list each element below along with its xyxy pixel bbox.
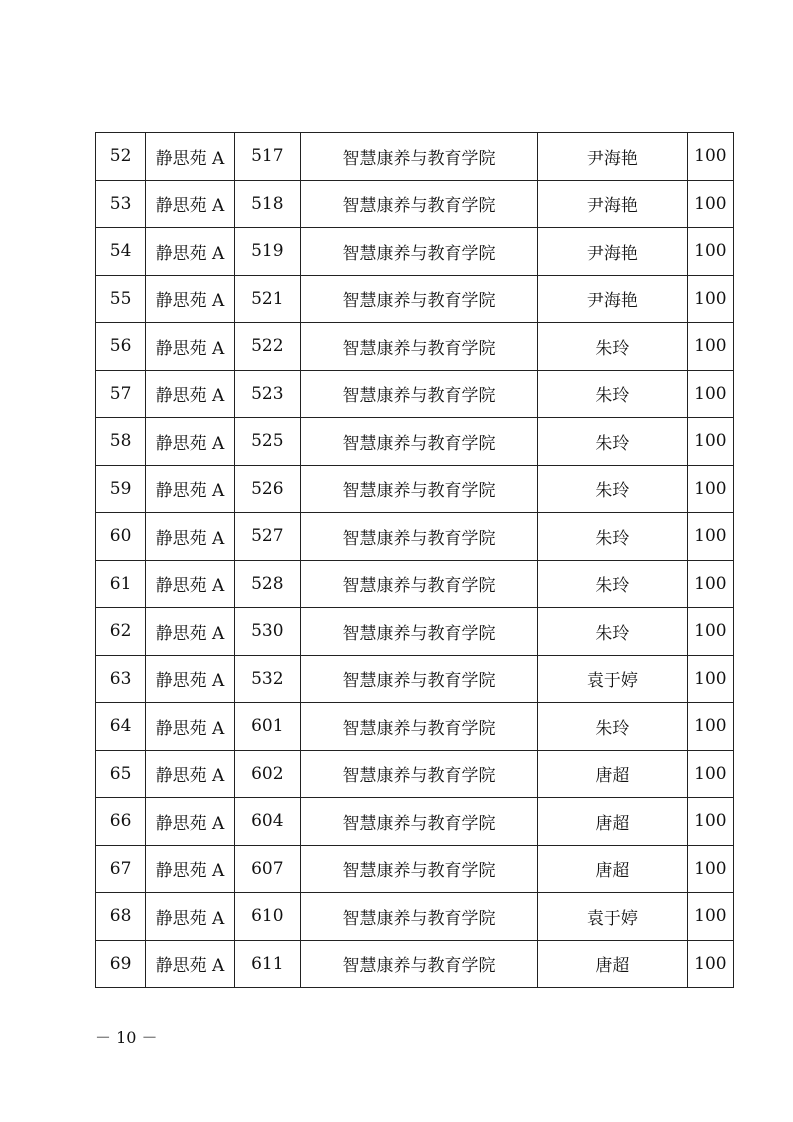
score-cell: 100 — [687, 418, 733, 466]
table-row — [96, 180, 734, 228]
room-number-cell: 527 — [234, 513, 300, 561]
college-cell: 智慧康养与教育学院 — [300, 655, 537, 703]
score-cell: 100 — [687, 323, 733, 371]
table-row — [96, 228, 734, 276]
building-cell: 静思苑 A — [146, 940, 234, 988]
score-cell: 100 — [687, 750, 733, 798]
building-cell: 静思苑 A — [146, 893, 234, 941]
building-cell: 静思苑 A — [146, 323, 234, 371]
building-cell: 静思苑 A — [146, 703, 234, 751]
table-row — [96, 323, 734, 371]
tutor-cell: 唐超 — [538, 845, 688, 893]
row-index-cell: 59 — [96, 465, 146, 513]
table-row — [96, 655, 734, 703]
tutor-cell: 朱玲 — [538, 323, 688, 371]
building-cell: 静思苑 A — [146, 370, 234, 418]
score-cell: 100 — [687, 940, 733, 988]
table-row — [96, 893, 734, 941]
room-number-cell: 523 — [234, 370, 300, 418]
building-cell: 静思苑 A — [146, 560, 234, 608]
row-index-cell: 55 — [96, 275, 146, 323]
row-index-cell: 62 — [96, 608, 146, 656]
college-cell: 智慧康养与教育学院 — [300, 465, 537, 513]
tutor-cell: 尹海艳 — [538, 180, 688, 228]
table-row — [96, 608, 734, 656]
table-row — [96, 560, 734, 608]
room-number-cell: 521 — [234, 275, 300, 323]
building-cell: 静思苑 A — [146, 750, 234, 798]
room-number-cell: 601 — [234, 703, 300, 751]
tutor-cell: 朱玲 — [538, 370, 688, 418]
college-cell: 智慧康养与教育学院 — [300, 845, 537, 893]
college-cell: 智慧康养与教育学院 — [300, 940, 537, 988]
room-number-cell: 518 — [234, 180, 300, 228]
table-row — [96, 513, 734, 561]
tutor-cell: 尹海艳 — [538, 275, 688, 323]
score-cell: 100 — [687, 893, 733, 941]
college-cell: 智慧康养与教育学院 — [300, 608, 537, 656]
table-row — [96, 940, 734, 988]
room-number-cell: 602 — [234, 750, 300, 798]
room-number-cell: 522 — [234, 323, 300, 371]
building-cell: 静思苑 A — [146, 465, 234, 513]
room-number-cell: 517 — [234, 133, 300, 181]
room-number-cell: 528 — [234, 560, 300, 608]
room-number-cell: 526 — [234, 465, 300, 513]
building-cell: 静思苑 A — [146, 608, 234, 656]
college-cell: 智慧康养与教育学院 — [300, 893, 537, 941]
college-cell: 智慧康养与教育学院 — [300, 323, 537, 371]
row-index-cell: 53 — [96, 180, 146, 228]
row-index-cell: 58 — [96, 418, 146, 466]
room-number-cell: 532 — [234, 655, 300, 703]
tutor-cell: 朱玲 — [538, 418, 688, 466]
college-cell: 智慧康养与教育学院 — [300, 228, 537, 276]
score-cell: 100 — [687, 275, 733, 323]
table-row — [96, 703, 734, 751]
row-index-cell: 57 — [96, 370, 146, 418]
college-cell: 智慧康养与教育学院 — [300, 133, 537, 181]
table-body — [96, 133, 734, 988]
score-cell: 100 — [687, 370, 733, 418]
score-cell: 100 — [687, 608, 733, 656]
row-index-cell: 54 — [96, 228, 146, 276]
room-number-cell: 604 — [234, 798, 300, 846]
score-cell: 100 — [687, 465, 733, 513]
score-cell: 100 — [687, 655, 733, 703]
tutor-cell: 朱玲 — [538, 703, 688, 751]
table-row — [96, 275, 734, 323]
building-cell: 静思苑 A — [146, 133, 234, 181]
college-cell: 智慧康养与教育学院 — [300, 798, 537, 846]
table-row — [96, 370, 734, 418]
row-index-cell: 65 — [96, 750, 146, 798]
row-index-cell: 67 — [96, 845, 146, 893]
tutor-cell: 朱玲 — [538, 513, 688, 561]
building-cell: 静思苑 A — [146, 228, 234, 276]
tutor-cell: 朱玲 — [538, 465, 688, 513]
table-row — [96, 798, 734, 846]
score-cell: 100 — [687, 513, 733, 561]
row-index-cell: 61 — [96, 560, 146, 608]
row-index-cell: 64 — [96, 703, 146, 751]
tutor-cell: 唐超 — [538, 798, 688, 846]
building-cell: 静思苑 A — [146, 513, 234, 561]
room-number-cell: 611 — [234, 940, 300, 988]
tutor-cell: 唐超 — [538, 750, 688, 798]
tutor-cell: 袁于婷 — [538, 655, 688, 703]
row-index-cell: 52 — [96, 133, 146, 181]
row-index-cell: 69 — [96, 940, 146, 988]
tutor-cell: 尹海艳 — [538, 133, 688, 181]
score-cell: 100 — [687, 228, 733, 276]
score-cell: 100 — [687, 798, 733, 846]
building-cell: 静思苑 A — [146, 655, 234, 703]
college-cell: 智慧康养与教育学院 — [300, 560, 537, 608]
row-index-cell: 56 — [96, 323, 146, 371]
table-row — [96, 750, 734, 798]
tutor-cell: 唐超 — [538, 940, 688, 988]
building-cell: 静思苑 A — [146, 275, 234, 323]
tutor-cell: 尹海艳 — [538, 228, 688, 276]
score-cell: 100 — [687, 180, 733, 228]
table-row — [96, 845, 734, 893]
college-cell: 智慧康养与教育学院 — [300, 750, 537, 798]
page-number: － 10 － — [95, 1028, 158, 1047]
row-index-cell: 66 — [96, 798, 146, 846]
row-index-cell: 63 — [96, 655, 146, 703]
table-row — [96, 418, 734, 466]
college-cell: 智慧康养与教育学院 — [300, 513, 537, 561]
room-number-cell: 610 — [234, 893, 300, 941]
table-row — [96, 133, 734, 181]
building-cell: 静思苑 A — [146, 180, 234, 228]
tutor-cell: 朱玲 — [538, 608, 688, 656]
score-cell: 100 — [687, 560, 733, 608]
college-cell: 智慧康养与教育学院 — [300, 703, 537, 751]
room-number-cell: 530 — [234, 608, 300, 656]
room-number-cell: 525 — [234, 418, 300, 466]
college-cell: 智慧康养与教育学院 — [300, 418, 537, 466]
room-number-cell: 519 — [234, 228, 300, 276]
college-cell: 智慧康养与教育学院 — [300, 370, 537, 418]
college-cell: 智慧康养与教育学院 — [300, 275, 537, 323]
tutor-cell: 袁于婷 — [538, 893, 688, 941]
building-cell: 静思苑 A — [146, 845, 234, 893]
building-cell: 静思苑 A — [146, 418, 234, 466]
table-row — [96, 465, 734, 513]
dormitory-score-table — [95, 132, 734, 988]
score-cell: 100 — [687, 845, 733, 893]
room-number-cell: 607 — [234, 845, 300, 893]
row-index-cell: 68 — [96, 893, 146, 941]
score-cell: 100 — [687, 133, 733, 181]
college-cell: 智慧康养与教育学院 — [300, 180, 537, 228]
tutor-cell: 朱玲 — [538, 560, 688, 608]
row-index-cell: 60 — [96, 513, 146, 561]
building-cell: 静思苑 A — [146, 798, 234, 846]
score-cell: 100 — [687, 703, 733, 751]
